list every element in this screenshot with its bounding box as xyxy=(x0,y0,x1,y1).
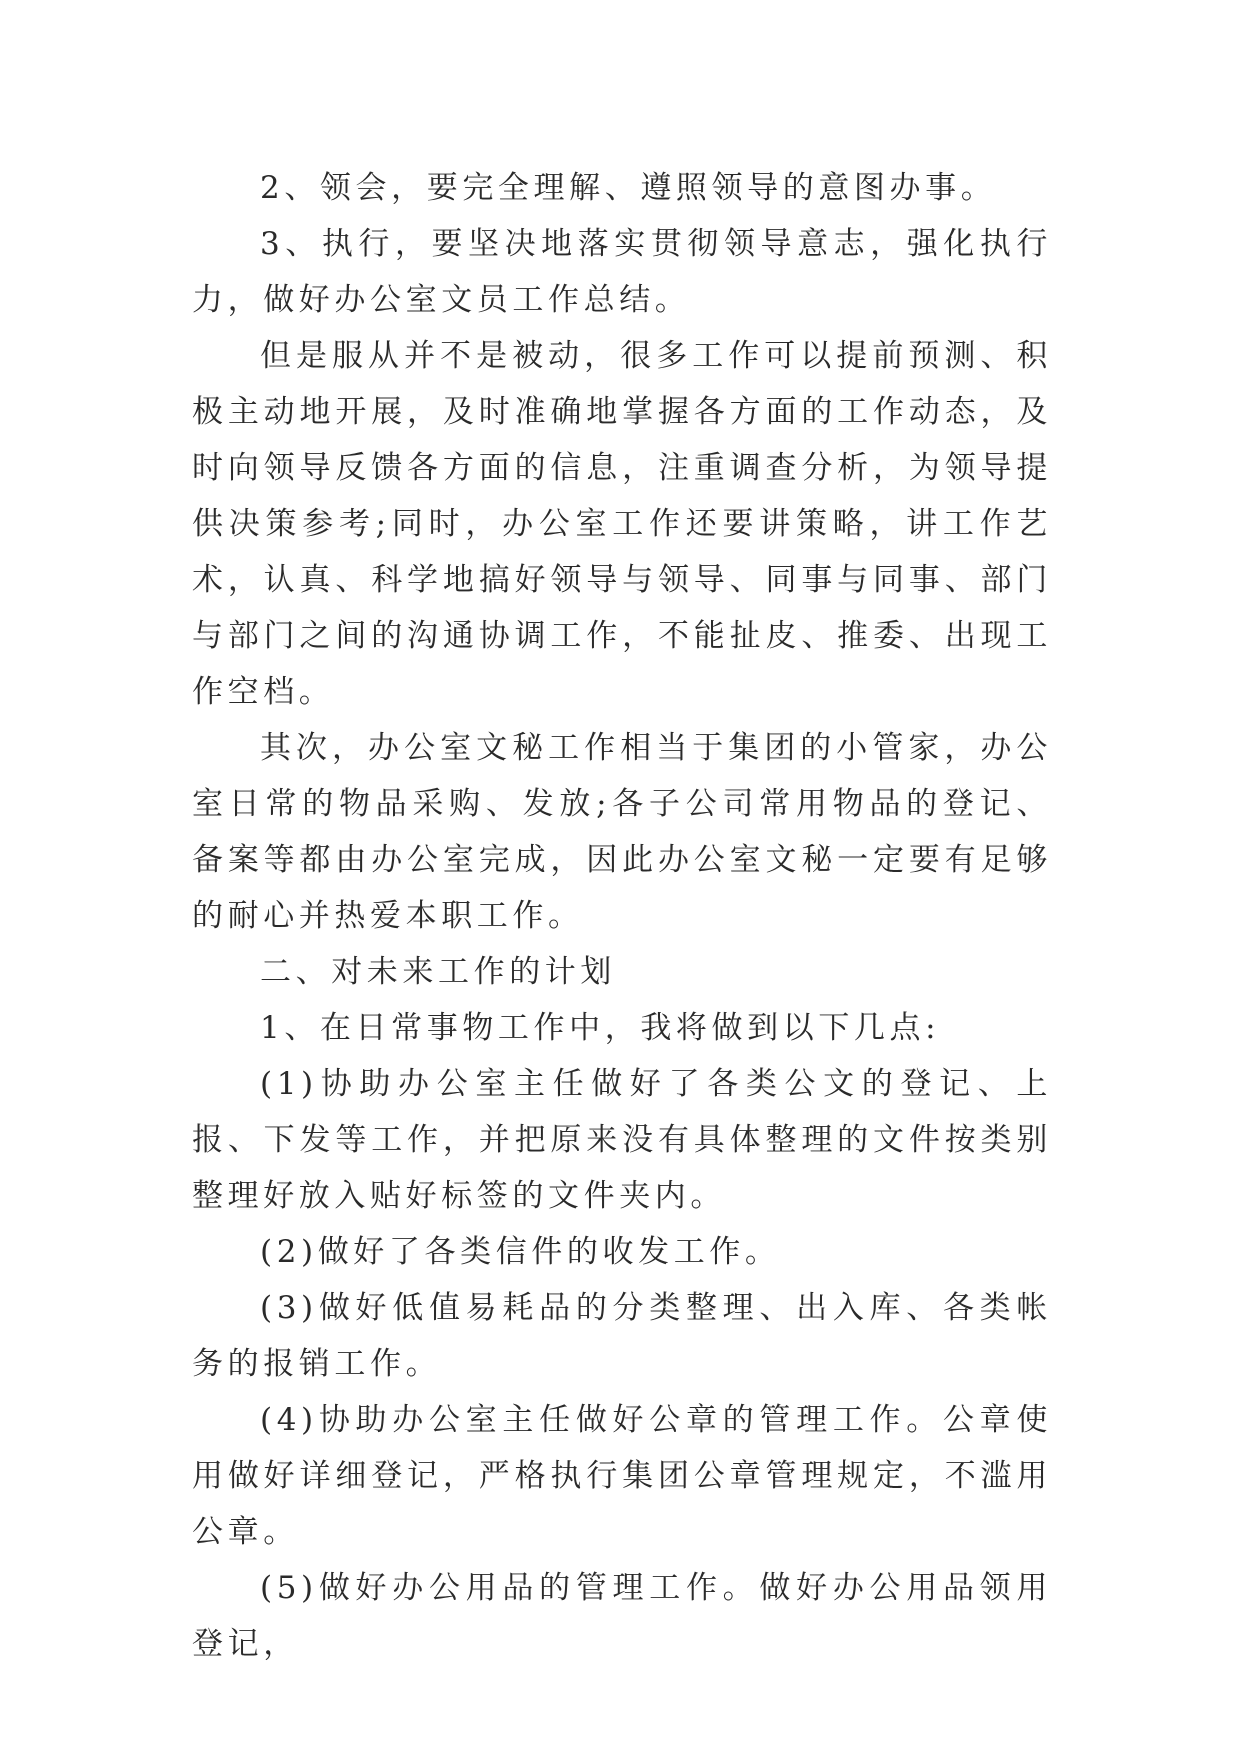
list-item-2: (2)做好了各类信件的收发工作。 xyxy=(260,1234,781,1270)
paragraph-understand: 2、领会，要完全理解、遵照领导的意图办事。 xyxy=(260,170,997,206)
section-heading-future-plan: 二、对未来工作的计划 xyxy=(260,954,616,990)
paragraph-execute: 3、执行，要坚决地落实贯彻领导意志，强化执行力，做好办公室文员工作总结。 xyxy=(192,226,1052,318)
list-item-4: (4)协助办公室主任做好公章的管理工作。公章使用做好详细登记，严格执行集团公章管理规定，不滥用公章。 xyxy=(192,1402,1052,1550)
paragraph-secretary-housekeeper: 其次，办公室文秘工作相当于集团的小管家，办公室日常的物品采购、发放;各子公司常用物品的登记、备案等都由办公室完成，因此办公室文秘一定要有足够的耐心并热爱本职工作。 xyxy=(192,730,1052,934)
document-body xyxy=(192,160,1052,1672)
paragraph-obedience-not-passive: 但是服从并不是被动，很多工作可以提前预测、积极主动地开展，及时准确地掌握各方面的工作动态，及时向领导反馈各方面的信息，注重调查分析，为领导提供决策参考;同时，办公室工作还要讲策略，讲工作艺术，认真、科学地搞好领导与领导、同事与同事、部门与部门之间的沟通协调工作，不能扯皮、推委、出现工作空档。 xyxy=(192,338,1052,710)
list-item-1: (1)协助办公室主任做好了各类公文的登记、上报、下发等工作，并把原来没有具体整理的文件按类别整理好放入贴好标签的文件夹内。 xyxy=(192,1066,1052,1214)
list-item-3: (3)做好低值易耗品的分类整理、出入库、各类帐务的报销工作。 xyxy=(192,1290,1052,1382)
list-item-5: (5)做好办公用品的管理工作。做好办公用品领用登记， xyxy=(192,1570,1052,1662)
paragraph-daily-affairs: 1、在日常事物工作中，我将做到以下几点: xyxy=(260,1010,941,1046)
